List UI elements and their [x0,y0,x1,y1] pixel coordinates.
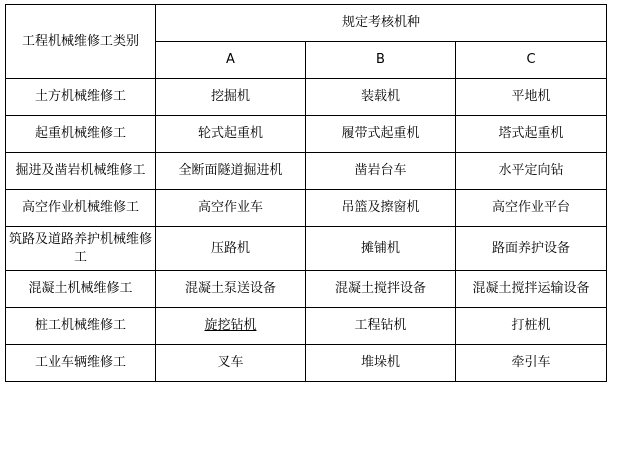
cell-a: 轮式起重机 [156,116,306,153]
row-label: 混凝土机械维修工 [6,271,156,308]
cell-a: 混凝土泵送设备 [156,271,306,308]
cell-b: 堆垛机 [306,345,456,382]
cell-b: 凿岩台车 [306,153,456,190]
cell-c: 混凝土搅拌运输设备 [456,271,607,308]
row-label: 起重机械维修工 [6,116,156,153]
row-label: 桩工机械维修工 [6,308,156,345]
cell-b: 装载机 [306,79,456,116]
row-label: 工业车辆维修工 [6,345,156,382]
table-row [6,153,607,190]
cell-b: 吊篮及擦窗机 [306,190,456,227]
cell-a: 挖掘机 [156,79,306,116]
table-row [6,79,607,116]
cell-a: 旋挖钻机 [156,308,306,345]
table-row [6,116,607,153]
row-label: 掘进及凿岩机械维修工 [6,153,156,190]
cell-c: 打桩机 [456,308,607,345]
table-row [6,190,607,227]
cell-c: 牵引车 [456,345,607,382]
cell-c: 路面养护设备 [456,227,607,271]
cell-c: 高空作业平台 [456,190,607,227]
cell-c: 平地机 [456,79,607,116]
table-row [6,308,607,345]
cell-b: 混凝土搅拌设备 [306,271,456,308]
cell-a: 全断面隧道掘进机 [156,153,306,190]
subheader-c: C [456,42,607,79]
subheader-b: B [306,42,456,79]
subheader-a: A [156,42,306,79]
row-label: 土方机械维修工 [6,79,156,116]
cell-c: 塔式起重机 [456,116,607,153]
table-header-row [6,5,607,42]
cell-c: 水平定向钻 [456,153,607,190]
row-label: 高空作业机械维修工 [6,190,156,227]
cell-b: 工程钻机 [306,308,456,345]
document-page [0,4,623,469]
cell-b: 履带式起重机 [306,116,456,153]
cell-a: 压路机 [156,227,306,271]
header-group-label: 规定考核机种 [156,5,607,42]
table-row [6,271,607,308]
machinery-maintenance-table [5,4,607,382]
table-row [6,345,607,382]
cell-a: 高空作业车 [156,190,306,227]
cell-a: 叉车 [156,345,306,382]
cell-b: 摊铺机 [306,227,456,271]
row-label: 筑路及道路养护机械维修工 [6,227,156,271]
header-category-label: 工程机械维修工类别 [6,5,156,79]
table-row [6,227,607,271]
